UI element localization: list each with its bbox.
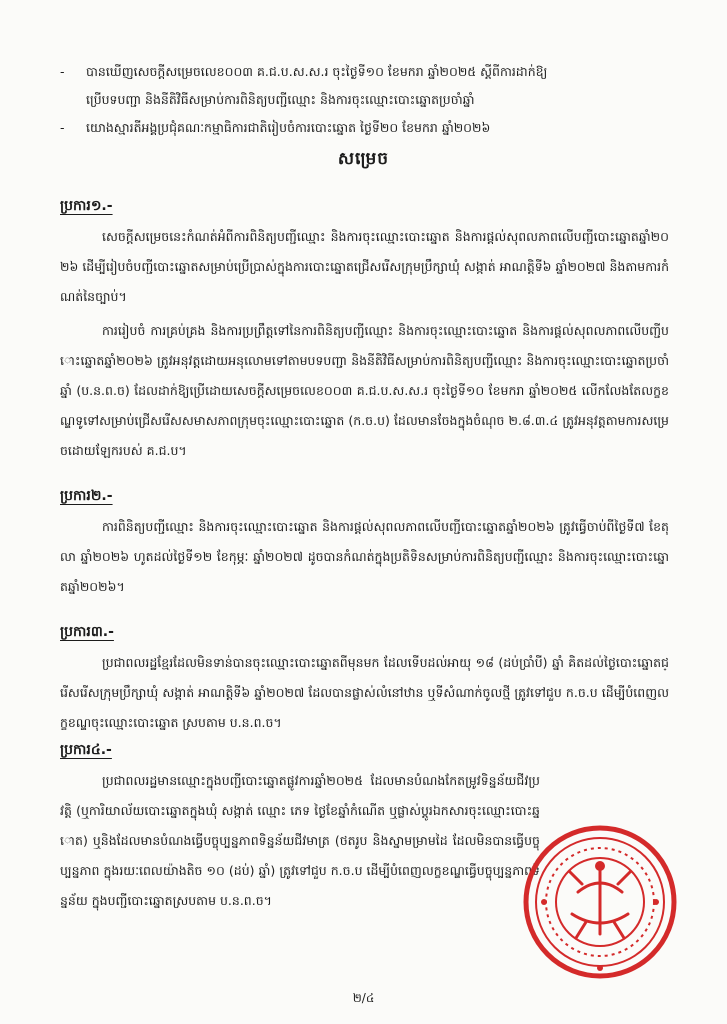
article-1-paragraph-1: សេចក្តីសម្រេចនេះកំណត់អំពីការពិនិត្យបញ្ជីឈ្មោះ និងការចុះឈ្មោះបោះឆ្នោត និងការផ្តល់សុពលភាពលើបញ្ជីបោះឆ្នោតឆ្នាំ២០២៦ ដើម្បីរៀបចំបញ្ជីបោះឆ្នោតសម្រាប់ប្រើប្រាស់ក្នុងការបោះឆ្នោតជ្រើសរើសក្រុមប្រឹក្សាឃុំ សង្កាត់ អាណត្តិទី៦ ឆ្នាំ២០២៧ និងតាមការកំណត់នៃច្បាប់។: [60, 229, 669, 304]
article-4-paragraph-1: ប្រជាពលរដ្ឋមានឈ្មោះក្នុងបញ្ជីបោះឆ្នោតផ្លូវការឆ្នាំ២០២៥ ដែលមានបំណងកែតម្រូវទិន្នន័យជីវប្រវត្តិ (ឬការិយាល័យបោះឆ្នោតក្នុងឃុំ សង្កាត់ ឈ្មោះ ភេទ ថ្ងៃខែឆ្នាំកំណើត ឬផ្លាស់ប្តូរឯកសារចុះឈ្មោះបោះឆ្នោត) ឬនិងដែលមានបំណងធ្វើបច្ចុប្បន្នភាពទិន្នន័យជីវមាត្រ (ថតរូប និងស្នាមម្រាមដៃ ដែលមិនបានធ្វើបច្ចុប្បន្នភាព ក្នុងរយៈពេលយ៉ាងតិច ១០ (ដប់) ឆ្នាំ) ត្រូវទៅជួប ក.ច.ប ដើម្បីបំពេញលក្ខខណ្ឌធ្វើបច្ចុប្បន្នភាពទិន្នន័យ ក្នុងបញ្ជីបោះឆ្នោតស្របតាម ប.ន.ព.ច។: [60, 773, 540, 908]
preamble-item-1: - បានឃើញសេចក្តីសម្រេចលេខ០០៣ គ.ជ.ប.ស.ស.រ ចុះថ្ងៃទី១០ ខែមករា ឆ្នាំ២០២៥ ស្តីពីការដាក់ឱ្យ: [60, 64, 548, 79]
preamble-item-1-continued: ប្រើបទបញ្ជា និងនីតិវិធីសម្រាប់ការពិនិត្យបញ្ជីឈ្មោះ និងការចុះឈ្មោះបោះឆ្នោតប្រចាំឆ្នាំ: [86, 92, 475, 107]
article-3-heading: ប្រការ៣.-: [60, 624, 114, 640]
decision-title: សម្រេច: [337, 149, 390, 169]
page-number: ២/៤: [352, 991, 375, 1005]
article-2-paragraph-1: ការពិនិត្យបញ្ជីឈ្មោះ និងការចុះឈ្មោះបោះឆ្នោត និងការផ្តល់សុពលភាពលើបញ្ជីបោះឆ្នោតឆ្នាំ២០២៦ ត្រូវធ្វើចាប់ពីថ្ងៃទី៧ ខែតុលា ឆ្នាំ២០២៦ ហូតដល់ថ្ងៃទី១២ ខែកុម្ភៈ ឆ្នាំ២០២៧ ដូចបានកំណត់ក្នុងប្រតិទិនសម្រាប់ការពិនិត្យបញ្ជីឈ្មោះ និងការចុះឈ្មោះបោះឆ្នោតឆ្នាំ២០២៦។: [60, 519, 669, 594]
preamble-item-2: - យោងស្មារតីអង្គប្រជុំគណៈកម្មាធិការជាតិរៀបចំការបោះឆ្នោត ថ្ងៃទី២០ ខែមករា ឆ្នាំ២០២៦: [60, 120, 491, 135]
article-1-paragraph-2: ការរៀបចំ ការគ្រប់គ្រង និងការប្រព្រឹត្តទៅនៃការពិនិត្យបញ្ជីឈ្មោះ និងការចុះឈ្មោះបោះឆ្នោត និងការផ្តល់សុពលភាពលើបញ្ជីបោះឆ្នោតឆ្នាំ២០២៦ ត្រូវអនុវត្តដោយអនុលោមទៅតាមបទបញ្ជា និងនីតិវិធីសម្រាប់ការពិនិត្យបញ្ជីឈ្មោះ និងការចុះឈ្មោះបោះឆ្នោតប្រចាំឆ្នាំ (ប.ន.ព.ច) ដែលដាក់ឱ្យប្រើដោយសេចក្តីសម្រេចលេខ០០៣ គ.ជ.ប.ស.ស.រ ចុះថ្ងៃទី១០ ខែមករា ឆ្នាំ២០២៥ លើកលែងតែលក្ខខណ្ឌទូទៅសម្រាប់ជ្រើសរើសសមាសភាពក្រុមចុះឈ្មោះបោះឆ្នោត (ក.ច.ប) ដែលមានចែងក្នុងចំណុច ២.៨.៣.៤ ត្រូវអនុវត្តតាមការសម្រេចដោយឡែករបស់ គ.ជ.ប។: [60, 323, 669, 458]
official-seal-icon: [520, 822, 680, 982]
article-1-heading: ប្រការ១.-: [60, 198, 113, 214]
article-4-heading: ប្រការ៤.-: [60, 742, 112, 758]
preamble-text-2: យោងស្មារតីអង្គប្រជុំគណៈកម្មាធិការជាតិរៀបចំការបោះឆ្នោត ថ្ងៃទី២០ ខែមករា ឆ្នាំ២០២៦: [86, 120, 491, 135]
article-2-heading: ប្រការ២.-: [60, 488, 113, 504]
preamble-text-1: បានឃើញសេចក្តីសម្រេចលេខ០០៣ គ.ជ.ប.ស.ស.រ ចុះថ្ងៃទី១០ ខែមករា ឆ្នាំ២០២៥ ស្តីពីការដាក់ឱ្យ: [86, 64, 548, 79]
article-3-paragraph-1: ប្រជាពលរដ្ឋខ្មែរដែលមិនទាន់បានចុះឈ្មោះបោះឆ្នោតពីមុនមក ដែលទើបដល់អាយុ ១៨ (ដប់ប្រាំបី) ឆ្នាំ គិតដល់ថ្ងៃបោះឆ្នោតជ្រើសរើសក្រុមប្រឹក្សាឃុំ សង្កាត់ អាណត្តិទី៦ ឆ្នាំ២០២៧ ដែលបានផ្លាស់លំនៅឋាន ឬទីសំណាក់ចូលថ្មី ត្រូវទៅជួប ក.ច.ប ដើម្បីបំពេញលក្ខខណ្ឌចុះឈ្មោះបោះឆ្នោត ស្របតាម ប.ន.ព.ច។: [60, 655, 669, 730]
